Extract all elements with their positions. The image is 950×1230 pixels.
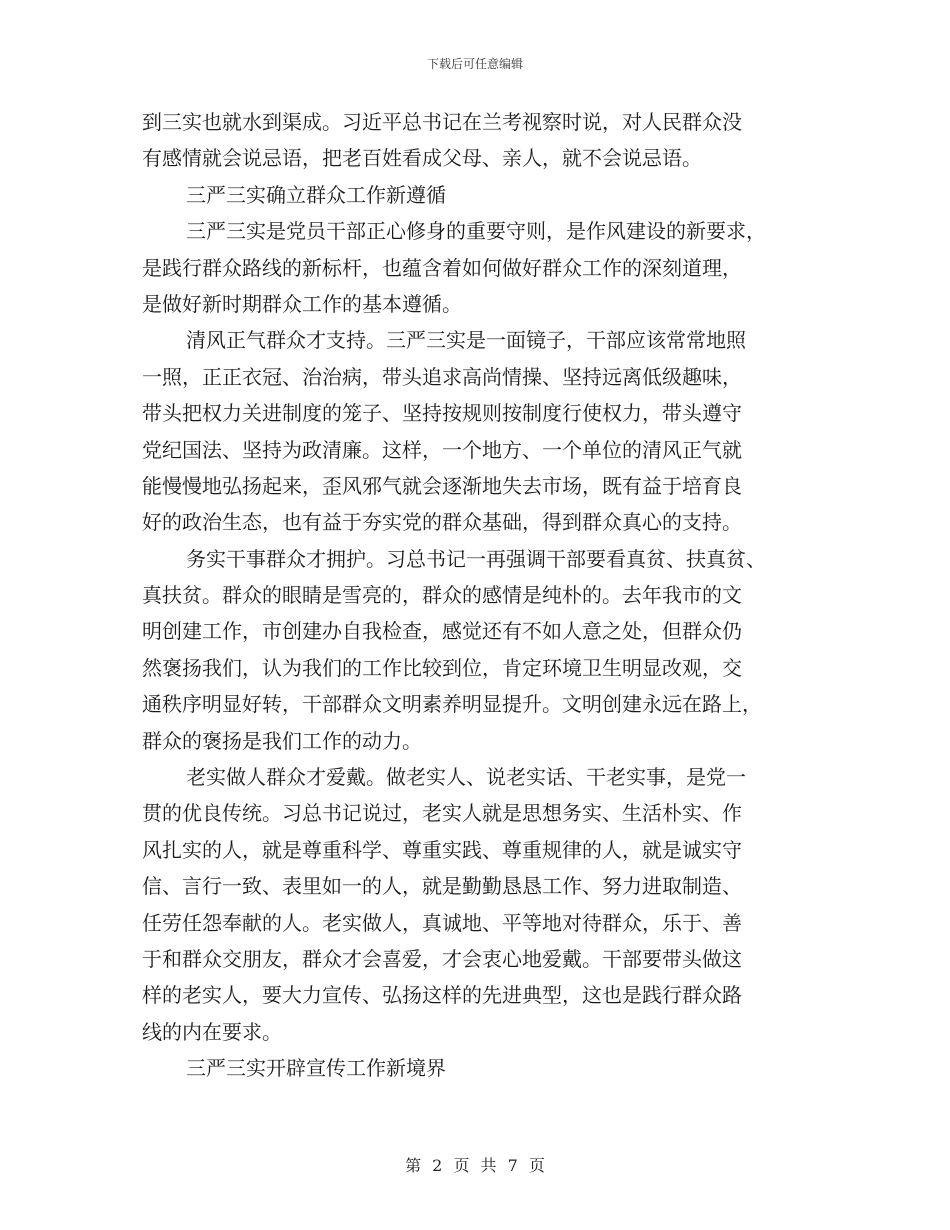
text-line: 明创建工作，市创建办自我检查，感觉还有不如人意之处，但群众仍 xyxy=(142,619,742,644)
page-header: 下载后可任意编辑 xyxy=(426,57,523,71)
text-line: 有感情就会说忌语，把老百姓看成父母、亲人，就不会说忌语。 xyxy=(142,146,702,171)
text-line: 风扎实的人，就是尊重科学、尊重实践、尊重规律的人，就是诚实守 xyxy=(142,837,742,862)
text-line: 老实做人群众才爱戴。做老实人、说老实话、干老实事，是党一 xyxy=(186,765,746,790)
text-line: 务实干事群众才拥护。习总书记一再强调干部要看真贫、扶真贫、 xyxy=(186,546,766,571)
text-line: 是践行群众路线的新标杆，也蕴含着如何做好群众工作的深刻道理， xyxy=(142,255,742,280)
text-line: 清风正气群众才支持。三严三实是一面镜子，干部应该常常地照 xyxy=(186,328,746,353)
text-line: 三严三实是党员干部正心修身的重要守则，是作风建设的新要求， xyxy=(186,219,766,244)
text-line: 线的内在要求。 xyxy=(142,1019,282,1044)
text-line: 通秩序明显好转，干部群众文明素养明显提升。文明创建永远在路上， xyxy=(142,692,762,717)
text-line: 真扶贫。群众的眼睛是雪亮的，群众的感情是纯朴的。去年我市的文 xyxy=(142,583,742,608)
text-line: 能慢慢地弘扬起来，歪风邪气就会逐渐地失去市场，既有益于培育良 xyxy=(142,473,742,498)
page-footer: 第 2 页 共 7 页 xyxy=(405,1156,545,1175)
document-body xyxy=(142,104,810,1087)
text-line: 样的老实人，要大力宣传、弘扬这样的先进典型，这也是践行群众路 xyxy=(142,983,742,1008)
text-line: 任劳任怨奉献的人。老实做人，真诚地、平等地对待群众，乐于、善 xyxy=(142,910,742,935)
text-line: 带头把权力关进制度的笼子、坚持按规则按制度行使权力，带头遵守 xyxy=(142,401,742,426)
text-line: 三严三实确立群众工作新遵循 xyxy=(186,182,446,207)
text-line: 群众的褒扬是我们工作的动力。 xyxy=(142,728,422,753)
text-line: 一照，正正衣冠、治治病，带头追求高尚情操、坚持远离低级趣味， xyxy=(142,364,742,389)
text-line: 三严三实开辟宣传工作新境界 xyxy=(186,1056,446,1081)
text-line: 于和群众交朋友，群众才会喜爱，才会衷心地爱戴。干部要带头做这 xyxy=(142,946,742,971)
text-line: 党纪国法、坚持为政清廉。这样，一个地方、一个单位的清风正气就 xyxy=(142,437,742,462)
text-line: 到三实也就水到渠成。习近平总书记在兰考视察时说，对人民群众没 xyxy=(142,110,742,134)
text-line: 然褒扬我们，认为我们的工作比较到位，肯定环境卫生明显改观，交 xyxy=(142,655,742,680)
text-line: 好的政治生态，也有益于夯实党的群众基础，得到群众真心的支持。 xyxy=(142,510,742,535)
text-line: 是做好新时期群众工作的基本遵循。 xyxy=(142,291,462,316)
text-line: 贯的优良传统。习总书记说过，老实人就是思想务实、生活朴实、作 xyxy=(142,801,742,826)
text-line: 信、言行一致、表里如一的人，就是勤勤恳恳工作、努力进取制造、 xyxy=(142,874,742,899)
